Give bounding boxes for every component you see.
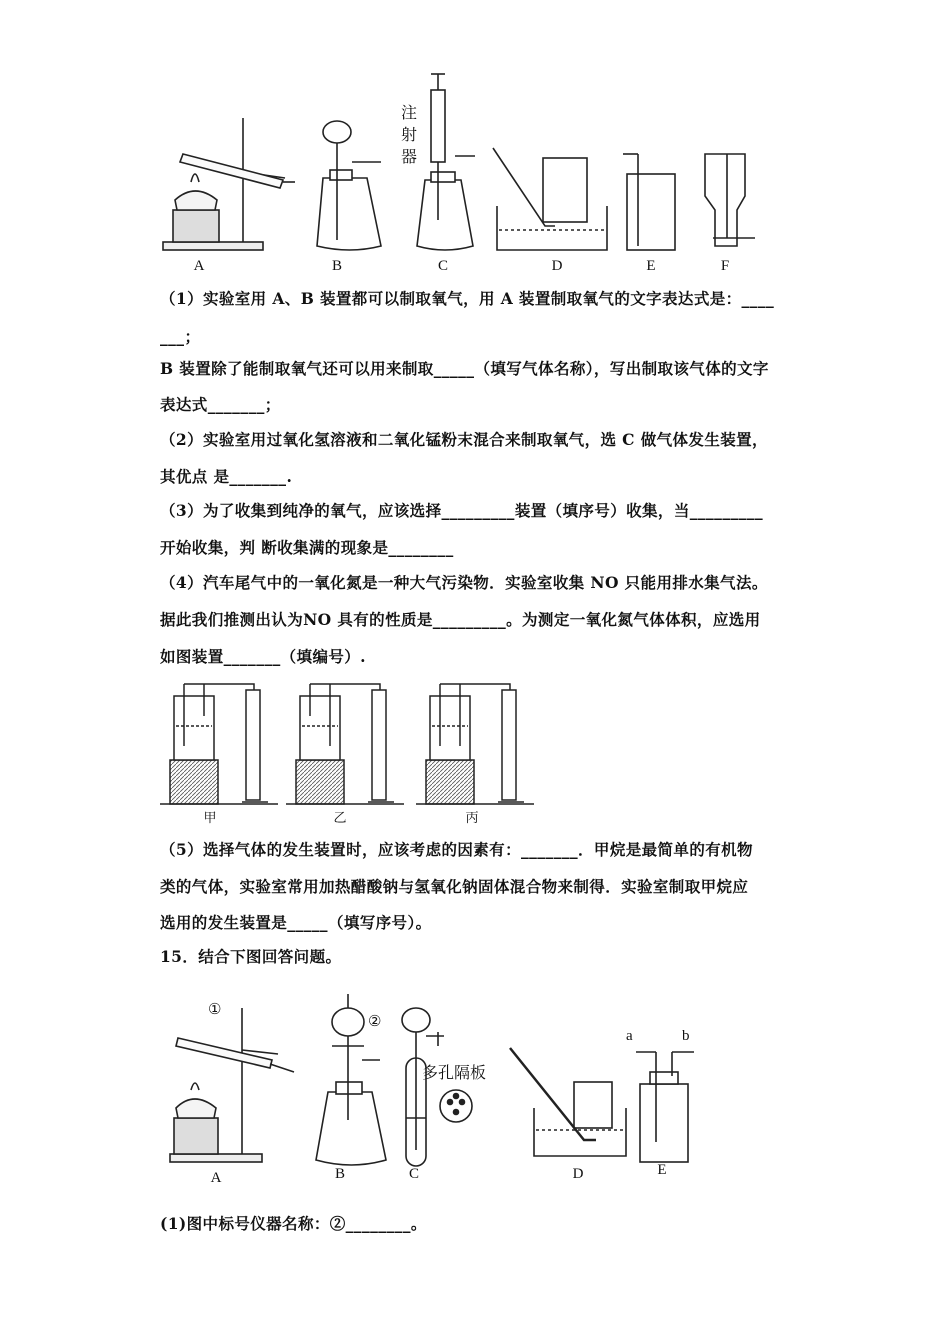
apparatus-d2 xyxy=(510,1048,626,1156)
q14-line-8: 开始收集，判 断收集满的现象是________ xyxy=(160,538,454,557)
apparatus-c2 xyxy=(402,1008,472,1166)
tube-label-a: a xyxy=(626,1028,633,1044)
circle-number-2: ② xyxy=(368,1014,382,1030)
fig3-label-b: B xyxy=(334,1166,346,1182)
fig1-label-f: F xyxy=(720,258,730,274)
syringe-label-3: 器 xyxy=(401,149,418,166)
figure-3-svg xyxy=(160,980,720,1190)
fig3-label-a: A xyxy=(210,1170,222,1186)
syringe-label-2: 射 xyxy=(401,127,418,144)
q14-line-2: ___； xyxy=(160,327,201,346)
q14-5-line-3: 选用的发生装置是_____（填写序号）。 xyxy=(160,913,432,932)
q15-title: 15．结合下图回答问题。 xyxy=(160,947,342,966)
figure-2-measuring-setups xyxy=(160,676,540,828)
tube-label-b: b xyxy=(682,1028,690,1044)
figure-2-svg xyxy=(160,676,540,828)
q14-line-5: （2）实验室用过氧化氢溶液和二氧化锰粉末混合来制取氧气，选 C 做气体发生装置， xyxy=(160,430,768,449)
figure-1-svg xyxy=(155,70,795,280)
porous-plate-label: 多孔隔板 xyxy=(422,1065,487,1082)
q14-line-4: 表达式_______； xyxy=(160,395,281,414)
fig1-label-e: E xyxy=(646,258,656,274)
q14-line-3: B 装置除了能制取氧气还可以用来制取_____（填写气体名称），写出制取该气体的文字 xyxy=(160,359,769,378)
figure-3-apparatus xyxy=(160,980,720,1190)
fig3-label-c: C xyxy=(408,1166,420,1182)
q14-5-line-2: 类的气体，实验室常用加热醋酸钠与氢氧化钠固体混合物来制得．实验室制取甲烷应 xyxy=(160,877,749,896)
fig2-label-yi: 乙 xyxy=(333,810,347,825)
q14-line-11: 如图装置_______（填编号）. xyxy=(160,647,366,666)
setup-bing xyxy=(416,684,534,804)
fig1-label-d: D xyxy=(551,258,563,274)
setup-jia xyxy=(160,684,278,804)
figure-1-apparatus xyxy=(155,70,795,280)
apparatus-d xyxy=(493,148,607,250)
fig3-label-d: D xyxy=(572,1166,584,1182)
fig2-label-jia: 甲 xyxy=(203,810,217,825)
apparatus-e2 xyxy=(636,1052,694,1162)
fig1-label-a: A xyxy=(193,258,205,274)
fig1-label-b: B xyxy=(331,258,343,274)
setup-yi xyxy=(286,684,404,804)
fig3-label-e: E xyxy=(657,1162,667,1178)
q14-line-10: 据此我们推测出认为NO 具有的性质是_________。为测定一氧化氮气体体积，应选用 xyxy=(160,610,761,629)
syringe-label-1: 注 xyxy=(401,105,418,122)
apparatus-c xyxy=(417,74,475,250)
apparatus-e xyxy=(623,154,675,250)
q14-line-7: （3）为了收集到纯净的氧气，应该选择_________装置（填序号）收集，当_________ xyxy=(160,501,764,520)
q14-line-6: 其优点 是_______. xyxy=(160,467,293,486)
q14-5-line-1: （5）选择气体的发生装置时，应该考虑的因素有：_______．甲烷是最简单的有机物 xyxy=(160,840,753,859)
fig1-label-c: C xyxy=(437,258,449,274)
apparatus-a2 xyxy=(170,1008,294,1162)
apparatus-b xyxy=(317,121,381,250)
circle-number-1: ① xyxy=(208,1002,222,1018)
fig2-label-bing: 丙 xyxy=(465,810,479,825)
apparatus-a xyxy=(163,118,295,250)
apparatus-f xyxy=(705,154,755,246)
q14-line-1: （1）实验室用 A、B 装置都可以制取氧气，用 A 装置制取氧气的文字表达式是：____ xyxy=(160,289,775,308)
q14-line-9: （4）汽车尾气中的一氧化氮是一种大气污染物．实验室收集 NO 只能用排水集气法。 xyxy=(160,573,768,592)
q15-sub-1: (1)图中标号仪器名称：②________。 xyxy=(160,1214,427,1233)
